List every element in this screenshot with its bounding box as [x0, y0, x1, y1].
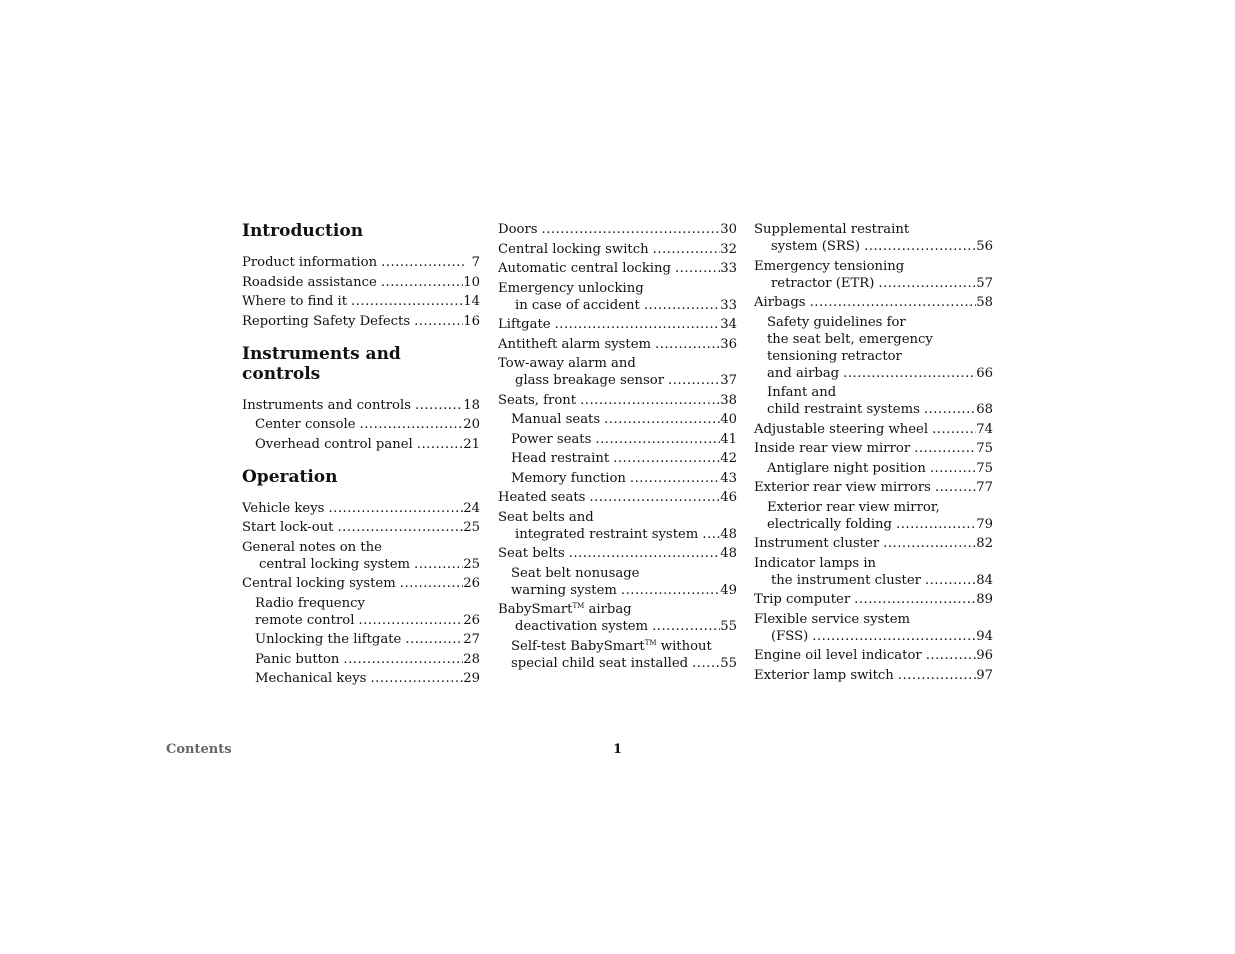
toc-entry[interactable]: Central locking switch ..... 32	[498, 241, 737, 258]
toc-entry[interactable]: Reporting Safety Defects ..... 16	[242, 313, 480, 330]
page-ref: 10	[463, 274, 480, 290]
page-ref: 82	[976, 536, 993, 551]
page-ref: 16	[463, 313, 480, 329]
section-heading-instruments: Instruments and controls	[242, 343, 401, 384]
dot-leader	[914, 440, 976, 457]
page-ref: 66	[976, 365, 993, 381]
dot-leader	[675, 260, 720, 277]
toc-entry[interactable]: Engine oil level indicator ..... 96	[754, 647, 993, 664]
contents-column-3	[754, 221, 993, 686]
page-ref: 94	[976, 628, 993, 644]
dot-leader	[653, 241, 721, 258]
toc-entry[interactable]: Head restraint ..... 42	[498, 450, 737, 467]
dot-leader	[381, 274, 463, 291]
toc-entry[interactable]: Product information ..... 7	[242, 254, 480, 271]
toc-entry[interactable]: Vehicle keys ..... 24	[242, 500, 480, 517]
toc-entry[interactable]: Infant and child restraint systems ..... 68	[754, 384, 993, 418]
footer-section-label: Contents	[166, 742, 232, 757]
dot-leader	[932, 421, 976, 438]
page-ref: 48	[720, 526, 737, 542]
toc-entry[interactable]: Trip computer ..... 89	[754, 591, 993, 608]
dot-leader	[924, 401, 976, 418]
page-ref: 49	[720, 582, 737, 598]
toc-entry[interactable]: Radio frequency remote control ..... 26	[242, 595, 480, 629]
toc-entry[interactable]: Panic button ..... 28	[242, 651, 480, 668]
page-ref: 58	[976, 295, 993, 310]
dot-leader	[400, 575, 463, 592]
toc-entry[interactable]: Doors ..... 30	[498, 221, 737, 238]
toc-entry[interactable]: Power seats ..... 41	[498, 431, 737, 448]
page-ref: 36	[720, 336, 737, 352]
dot-leader	[580, 392, 720, 409]
toc-entry[interactable]: Antitheft alarm system ..... 36	[498, 336, 737, 353]
toc-entry[interactable]: Mechanical keys ..... 29	[242, 670, 480, 687]
dot-leader	[925, 572, 976, 589]
toc-entry[interactable]: Roadside assistance ..... 10	[242, 274, 480, 291]
page-ref: 33	[720, 261, 737, 276]
dot-leader	[644, 297, 720, 314]
dot-leader	[883, 535, 976, 552]
page-ref: 48	[720, 546, 737, 561]
toc-entry[interactable]: Liftgate ..... 34	[498, 316, 737, 333]
page-ref: 55	[720, 619, 737, 634]
dot-leader	[595, 431, 720, 448]
page-ref: 38	[720, 392, 737, 408]
toc-entry[interactable]: Center console ..... 20	[242, 416, 480, 433]
toc-entry[interactable]: Exterior rear view mirrors ..... 77	[754, 479, 993, 496]
toc-entry[interactable]: Safety guidelines for the seat belt, emergency tensioning retractor and airbag ..... 66	[754, 314, 993, 382]
page-ref: 14	[463, 294, 480, 309]
dot-leader	[898, 667, 976, 684]
page-ref: 75	[976, 460, 993, 476]
toc-entry[interactable]: Exterior rear view mirror, electrically folding ..... 79	[754, 499, 993, 533]
dot-leader	[370, 670, 463, 687]
toc-entry[interactable]: Automatic central locking ..... 33	[498, 260, 737, 277]
page-ref: 27	[463, 632, 480, 647]
toc-entry[interactable]: Emergency tensioning retractor (ETR) ..... 57	[754, 258, 993, 292]
page-ref: 79	[976, 516, 993, 532]
toc-entry[interactable]: General notes on the central locking system ..... 25	[242, 539, 480, 573]
dot-leader	[864, 238, 976, 255]
section-heading-introduction: Introduction	[242, 221, 364, 241]
toc-entry[interactable]: Tow-away alarm and glass breakage sensor ..... 37	[498, 355, 737, 389]
toc-entry[interactable]: Inside rear view mirror ..... 75	[754, 440, 993, 457]
dot-leader	[613, 450, 720, 467]
dot-leader	[702, 526, 720, 543]
toc-entry[interactable]: Unlocking the liftgate ..... 27	[242, 631, 480, 648]
dot-leader	[381, 254, 466, 271]
page-ref: 42	[720, 451, 737, 466]
page-number: 1	[613, 742, 623, 757]
page-ref: 96	[976, 648, 993, 663]
trademark-mark: TM	[572, 602, 585, 610]
page-ref: 46	[720, 490, 737, 505]
page-ref: 68	[976, 402, 993, 417]
page-ref: 56	[976, 239, 993, 254]
dot-leader	[337, 519, 463, 536]
dot-leader	[854, 591, 976, 608]
toc-entry[interactable]: Central locking system ..... 26	[242, 575, 480, 592]
page-ref: 21	[463, 436, 480, 452]
page-ref: 28	[463, 651, 480, 667]
toc-entry[interactable]: Seats, front ..... 38	[498, 392, 737, 409]
dot-leader	[414, 313, 463, 330]
page-ref: 43	[720, 470, 737, 486]
dot-leader	[542, 221, 721, 238]
page-ref: 29	[463, 671, 480, 686]
toc-entry[interactable]: Exterior lamp switch ..... 97	[754, 667, 993, 684]
dot-leader	[405, 631, 463, 648]
page-ref: 25	[463, 520, 480, 535]
page-ref: 34	[720, 317, 737, 332]
toc-entry[interactable]: Seat belts and integrated restraint system ..... 48	[498, 509, 737, 543]
dot-leader	[652, 618, 720, 635]
toc-entry[interactable]: Where to find it ..... 14	[242, 293, 480, 310]
dot-leader	[604, 411, 720, 428]
page-ref: 97	[976, 667, 993, 683]
toc-entry[interactable]: Instrument cluster ..... 82	[754, 535, 993, 552]
dot-leader	[351, 293, 463, 310]
dot-leader	[896, 516, 976, 533]
dot-leader	[414, 556, 463, 573]
toc-entry[interactable]: Antiglare night position ..... 75	[754, 460, 993, 477]
dot-leader	[358, 612, 463, 629]
dot-leader	[630, 470, 720, 487]
dot-leader	[343, 651, 463, 668]
page-ref: 89	[976, 592, 993, 607]
page-ref: 25	[463, 556, 480, 572]
page-ref: 74	[976, 421, 993, 437]
dot-leader	[843, 365, 976, 382]
page-ref: 18	[463, 397, 480, 413]
dot-leader	[655, 336, 720, 353]
dot-leader	[415, 397, 463, 414]
toc-entry[interactable]: Overhead control panel ..... 21	[242, 436, 480, 453]
page-ref: 41	[720, 431, 737, 447]
toc-entry[interactable]: Manual seats ..... 40	[498, 411, 737, 428]
page-ref: 75	[976, 441, 993, 456]
dot-leader	[878, 275, 976, 292]
toc-entry[interactable]: BabySmart™ airbag deactivation system ..... 55	[498, 601, 737, 635]
page-ref: 26	[463, 612, 480, 628]
page-ref: 24	[463, 500, 480, 516]
page-ref: 40	[720, 412, 737, 427]
dot-leader	[360, 416, 464, 433]
dot-leader	[812, 628, 976, 645]
toc-entry[interactable]: Memory function ..... 43	[498, 470, 737, 487]
contents-column-1	[242, 221, 480, 690]
toc-entry[interactable]: Supplemental restraint system (SRS) ..... 56	[754, 221, 993, 255]
page-ref: 7	[471, 255, 480, 270]
toc-entry[interactable]: Indicator lamps in the instrument cluster ..... 84	[754, 555, 993, 589]
contents-column-2	[498, 221, 737, 674]
page-ref: 30	[720, 222, 737, 237]
toc-entry[interactable]: Seat belts ..... 48	[498, 545, 737, 562]
toc-entry[interactable]: Start lock-out ..... 25	[242, 519, 480, 536]
page-ref: 20	[463, 417, 480, 432]
trademark-mark: TM	[644, 638, 657, 647]
dot-leader	[621, 582, 720, 599]
dot-leader	[930, 460, 976, 477]
dot-leader	[810, 294, 977, 311]
page-ref: 84	[976, 572, 993, 588]
page-ref: 26	[463, 576, 480, 591]
page-ref: 32	[720, 241, 737, 257]
toc-entry[interactable]: Instruments and controls ..... 18	[242, 397, 480, 414]
dot-leader	[935, 479, 976, 496]
page-ref: 37	[720, 373, 737, 388]
page-ref: 77	[976, 480, 993, 495]
dot-leader	[417, 436, 463, 453]
dot-leader	[692, 655, 720, 672]
page-ref: 33	[720, 297, 737, 313]
toc-entry[interactable]: Emergency unlocking in case of accident ..... 33	[498, 280, 737, 314]
toc-entry[interactable]: Self-test BabySmart™ without special child seat installed ..... 55	[498, 638, 737, 672]
dot-leader	[589, 489, 720, 506]
toc-entry[interactable]: Airbags ..... 58	[754, 294, 993, 311]
dot-leader	[328, 500, 463, 517]
dot-leader	[555, 316, 721, 333]
page-ref: 57	[976, 275, 993, 291]
toc-entry[interactable]: Adjustable steering wheel ..... 74	[754, 421, 993, 438]
section-heading-operation: Operation	[242, 466, 338, 487]
toc-entry[interactable]: Heated seats ..... 46	[498, 489, 737, 506]
toc-entry[interactable]: Seat belt nonusage warning system ..... 49	[498, 565, 737, 599]
dot-leader	[569, 545, 720, 562]
page-ref: 55	[720, 655, 737, 671]
dot-leader	[926, 647, 977, 664]
dot-leader	[668, 372, 720, 389]
toc-entry[interactable]: Flexible service system (FSS) ..... 94	[754, 611, 993, 645]
